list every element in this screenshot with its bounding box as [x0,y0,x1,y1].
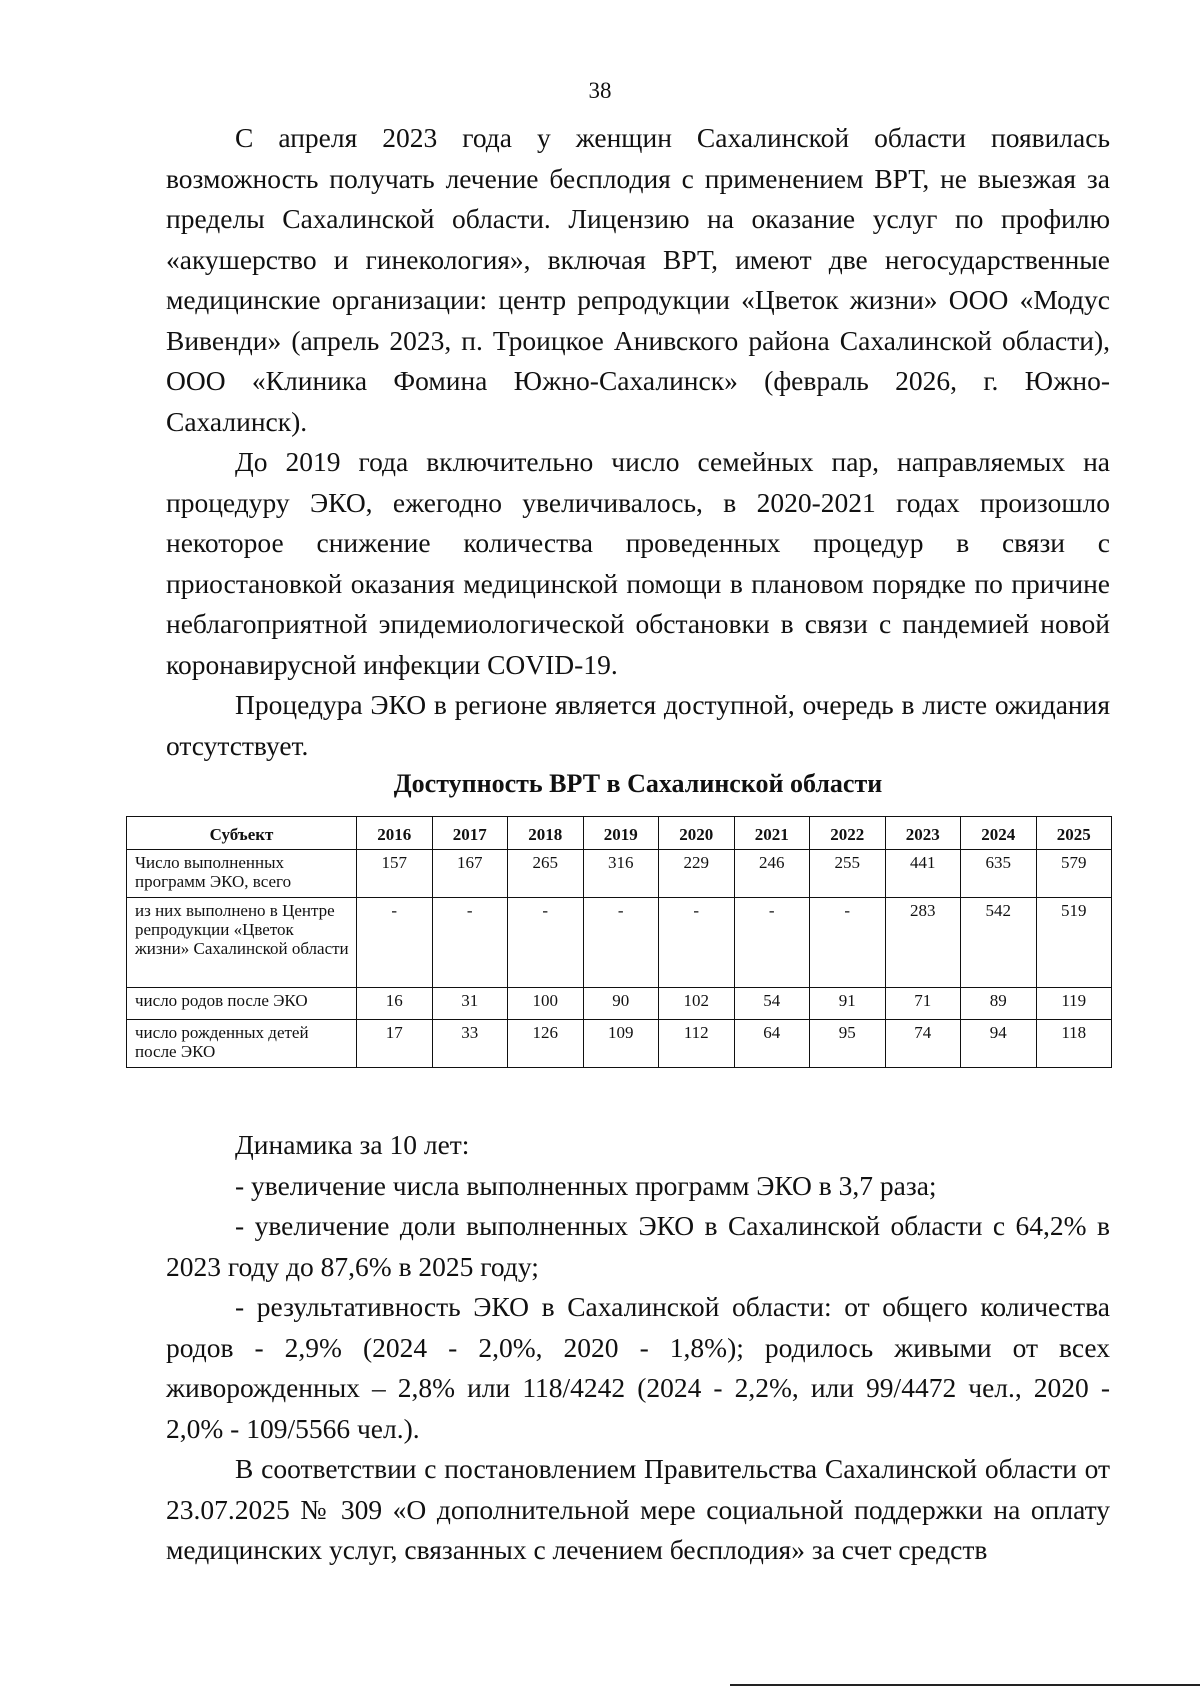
header-year: 2021 [734,817,810,850]
header-year: 2017 [432,817,508,850]
table-cell: 112 [659,1020,735,1068]
table-cell: 71 [885,988,961,1020]
paragraph-8: В соответствии с постановлением Правительства Сахалинской области от 23.07.2025 № 309 «О дополнительной мере социальной поддержки на оплату медицинских услуг, связанных с лечением бесплодия» за счет средств [166,1453,1110,1565]
table-cell: 33 [432,1020,508,1068]
header-year: 2019 [583,817,659,850]
table-cell: 89 [961,988,1037,1020]
table-cell: 118 [1036,1020,1112,1068]
header-year: 2023 [885,817,961,850]
table-row [127,1020,1112,1068]
table-row [127,898,1112,988]
table-cell: 31 [432,988,508,1020]
vrt-availability-table [126,816,1112,1068]
table-title: Доступность ВРТ в Сахалинской области [393,769,883,798]
table-cell: - [583,898,659,988]
table-cell: 16 [357,988,433,1020]
table-cell: 100 [508,988,584,1020]
row-label: число родов после ЭКО [127,988,357,1020]
table-cell: 109 [583,1020,659,1068]
header-year: 2024 [961,817,1037,850]
row-label: число рожденных детей после ЭКО [127,1020,357,1068]
table-cell: 126 [508,1020,584,1068]
header-subject: Субъект [127,817,357,850]
paragraph-7: - результативность ЭКО в Сахалинской области: от общего количества родов - 2,9% (2024 - 2,0%, 2020 - 1,8%); родилось живыми от всех живорожденных – 2,8% или 118/4242 (2024 - 2,2%, или 99/4472 чел., 2020 - 2,0% - 109/5566 чел.). [166,1291,1110,1444]
row-label: из них выполнено в Центре репродукции «Цветок жизни» Сахалинской области [127,898,357,988]
paragraph-2: До 2019 года включительно число семейных пар, направляемых на процедуру ЭКО, ежегодно увеличивалось, в 2020-2021 годах произошло некоторое снижение количества проведенных процедур в связи с приостановкой оказания медицинской помощи в плановом порядке по причине неблагоприятной эпидемиологической обстановки в связи с пандемией новой коронавирусной инфекции COVID-19. [166,446,1110,680]
table-cell: 54 [734,988,810,1020]
table-cell: 246 [734,850,810,898]
header-year: 2018 [508,817,584,850]
header-year: 2025 [1036,817,1112,850]
table-cell: 74 [885,1020,961,1068]
header-year: 2022 [810,817,886,850]
table-cell: 265 [508,850,584,898]
row-label: Число выполненных программ ЭКО, всего [127,850,357,898]
table-cell: 255 [810,850,886,898]
table-row [127,850,1112,898]
table-cell: - [357,898,433,988]
table-cell: 157 [357,850,433,898]
table-cell: 167 [432,850,508,898]
top-text-block [166,118,1110,766]
table-cell: - [508,898,584,988]
table-cell: 119 [1036,988,1112,1020]
table-cell: 229 [659,850,735,898]
table-cell: 316 [583,850,659,898]
bottom-text-block [166,1125,1110,1571]
table-cell: - [734,898,810,988]
paragraph-4: Динамика за 10 лет: [235,1129,470,1160]
table-cell: 635 [961,850,1037,898]
table-cell: 102 [659,988,735,1020]
paragraph-6: - увеличение доли выполненных ЭКО в Сахалинской области с 64,2% в 2023 году до 87,6% в 2025 году; [166,1210,1110,1282]
table-cell: 94 [961,1020,1037,1068]
paragraph-1: С апреля 2023 года у женщин Сахалинской области появилась возможность получать лечение бесплодия с применением ВРТ, не выезжая за пределы Сахалинской области. Лицензию на оказание услуг по профилю «акушерство и гинекология», включая ВРТ, имеют две негосударственные медицинские организации: центр репродукции «Цветок жизни» ООО «Модус Вивенди» (апрель 2023, п. Троицкое Анивского района Сахалинской области), ООО «Клиника Фомина Южно-Сахалинск» (февраль 2026, г. Южно-Сахалинск). [166,122,1110,437]
page-number: 38 [588,78,612,103]
table-row [127,988,1112,1020]
bottom-divider [730,1684,1200,1686]
table-cell: 542 [961,898,1037,988]
table-cell: 17 [357,1020,433,1068]
paragraph-5: - увеличение числа выполненных программ ЭКО в 3,7 раза; [235,1169,937,1201]
table-cell: 90 [583,988,659,1020]
table-cell: 579 [1036,850,1112,898]
table-cell: 95 [810,1020,886,1068]
table-cell: 64 [734,1020,810,1068]
header-year: 2020 [659,817,735,850]
table-cell: - [432,898,508,988]
table-cell: - [810,898,886,988]
paragraph-3: Процедура ЭКО в регионе является доступной, очередь в листе ожидания отсутствует. [166,689,1110,761]
table-cell: - [659,898,735,988]
header-year: 2016 [357,817,433,850]
table-cell: 283 [885,898,961,988]
table-cell: 441 [885,850,961,898]
table-cell: 91 [810,988,886,1020]
table-cell: 519 [1036,898,1112,988]
table-header-row [127,817,1112,850]
